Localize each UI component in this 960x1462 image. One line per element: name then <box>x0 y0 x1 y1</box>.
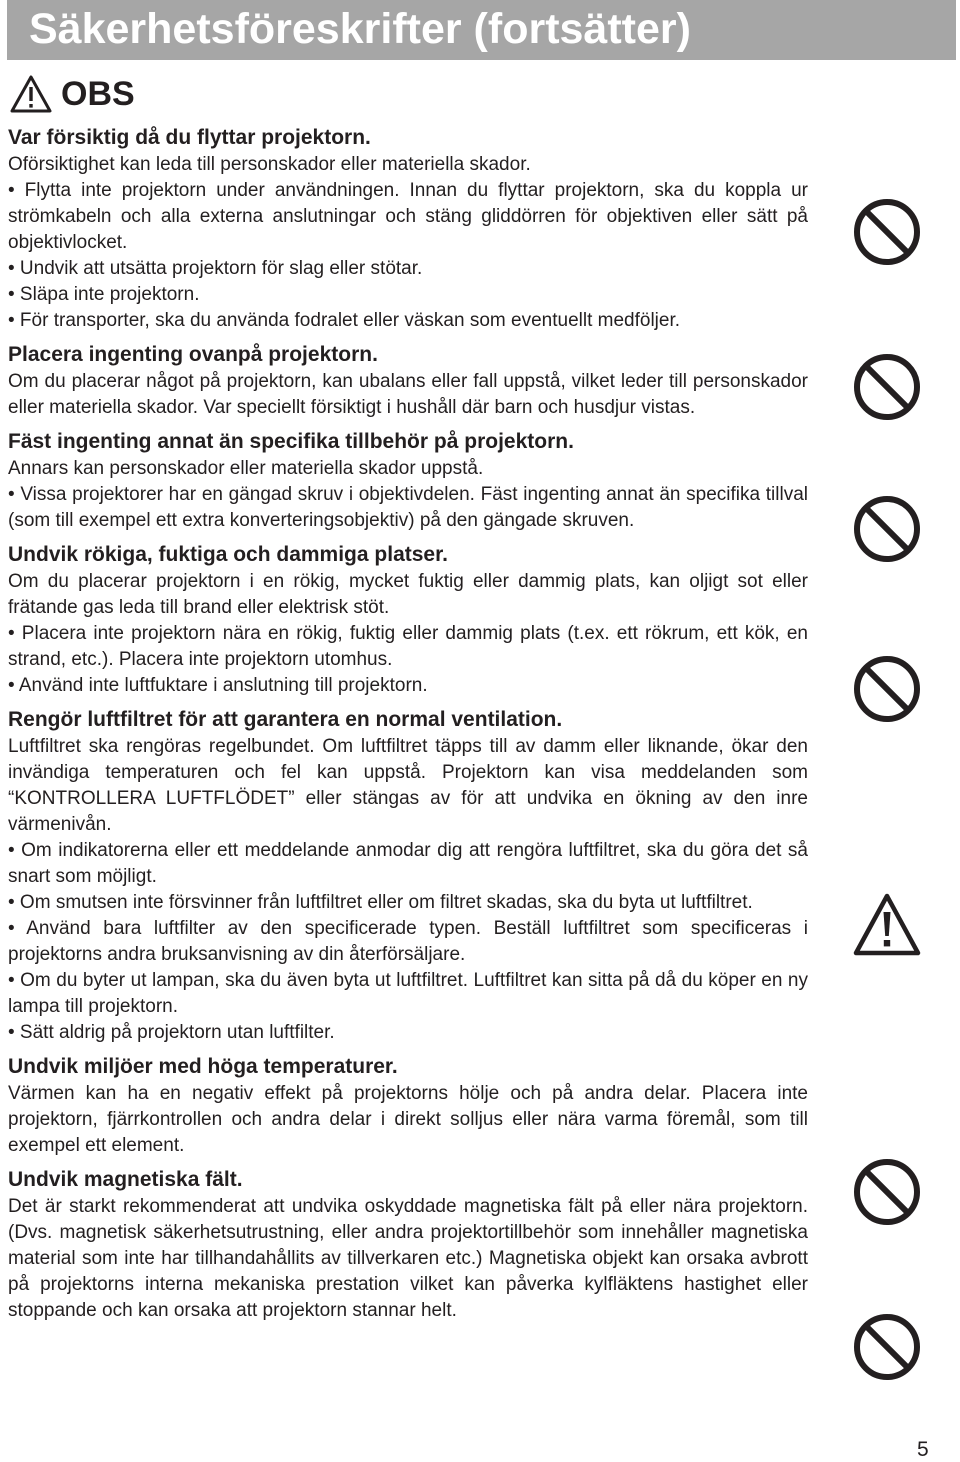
warning-triangle-icon <box>9 74 53 114</box>
bullet-item: • Flytta inte projektorn under användningen. Innan du flyttar projektorn, ska du koppla ur strömkabeln och alla externa anslutningar och stäng gliddörren för objektiven eller sätt på objektivlocket. <box>8 180 808 253</box>
prohibition-icon <box>852 352 922 422</box>
paragraph: Luftfiltret ska rengöras regelbundet. Om luftfiltret täpps till av damm eller liknande, ökar den invändiga temperaturen och fel kan uppstå. Projektorn kan visa meddelanden som “KONTROLLERA LUFTFLÖDET” eller stängas av för att undvika en ökning av den inre värmenivån. <box>8 736 808 835</box>
prohibition-icon <box>852 1157 922 1227</box>
section-heading: Placera ingenting ovanpå projektorn. <box>8 343 378 366</box>
bullet-item: • Om smutsen inte försvinner från luftfiltret eller om filtret skadas, ska du byta ut luftfiltret. <box>8 892 753 913</box>
bullet-item: • Om indikatorerna eller ett meddelande anmodar dig att rengöra luftfiltret, ska du göra det så snart som möjligt. <box>8 840 808 887</box>
section-heading: Var försiktig då du flyttar projektorn. <box>8 126 371 149</box>
paragraph: Om du placerar något på projektorn, kan ubalans eller fall uppstå, vilket leder till personskador eller materiella skador. Var speciellt försiktigt i hushåll där barn och husdjur vistas. <box>8 371 808 418</box>
bullet-item: • Använd inte luftfuktare i anslutning till projektorn. <box>8 675 428 696</box>
prohibition-icon <box>852 494 922 564</box>
title-bar <box>7 0 956 60</box>
section-air-filter <box>8 705 808 1046</box>
page-number: 5 <box>917 1438 929 1461</box>
section-heading: Undvik miljöer med höga temperaturer. <box>8 1055 398 1078</box>
section-moving <box>8 123 808 334</box>
notice-label: OBS <box>61 75 135 113</box>
page-title: Säkerhetsföreskrifter (fortsätter) <box>29 5 691 53</box>
section-heading: Fäst ingenting annat än specifika tillbehör på projektorn. <box>8 430 574 453</box>
section-heading: Undvik rökiga, fuktiga och dammiga platser. <box>8 543 448 566</box>
bullet-item: • Vissa projektorer har en gängad skruv i objektivdelen. Fäst ingenting annat än specifika tillval (som till exempel ett extra konverteringsobjektiv) på den gängade skruven. <box>8 484 808 531</box>
notice-header <box>9 72 135 116</box>
prohibition-icon <box>852 654 922 724</box>
bullet-item: • Sätt aldrig på projektorn utan luftfilter. <box>8 1022 335 1043</box>
section-heading: Rengör luftfiltret för att garantera en normal ventilation. <box>8 708 563 731</box>
bullet-item: • Om du byter ut lampan, ska du även byta ut luftfiltret. Luftfiltret kan sitta på då du köper en ny lampa till projektorn. <box>8 970 808 1017</box>
document-body <box>8 123 808 1324</box>
bullet-item: • Använd bara luftfilter av den specificerade typen. Beställ luftfiltret som specificeras i projektorns andra bruksanvisning av din återförsäljare. <box>8 918 808 965</box>
prohibition-icon <box>852 1312 922 1382</box>
bullet-item: • Undvik att utsätta projektorn för slag eller stötar. <box>8 258 423 279</box>
section-smoky-places <box>8 540 808 699</box>
prohibition-icon <box>852 197 922 267</box>
section-heading: Undvik magnetiska fält. <box>8 1168 243 1191</box>
paragraph: Oförsiktighet kan leda till personskador eller materiella skador. <box>8 154 531 175</box>
section-magnetic-fields <box>8 1165 808 1324</box>
section-high-temperature <box>8 1052 808 1159</box>
section-accessories <box>8 427 808 534</box>
paragraph: Om du placerar projektorn i en rökig, mycket fuktig eller dammig plats, kan oljigt sot eller frätande gas leda till brand eller elektrisk stöt. <box>8 571 808 618</box>
bullet-item: • För transporter, ska du använda fodralet eller väskan som eventuellt medföljer. <box>8 310 681 331</box>
bullet-item: • Placera inte projektorn nära en rökig, fuktig eller dammig plats (t.ex. ett rökrum, ett kök, en strand, etc.). Placera inte projektorn utomhus. <box>8 623 808 670</box>
bullet-item: • Släpa inte projektorn. <box>8 284 200 305</box>
warning-exclamation-icon <box>852 890 922 960</box>
paragraph: Det är starkt rekommenderat att undvika oskyddade magnetiska fält på eller nära projektorn. (Dvs. magnetisk säkerhetsutrustning, eller andra projektortillbehör som innehåller magnetiska material som inte har tillhandahållits av tillverkaren etc.) Magnetiska objekt kan orsaka avbrott på projektorns interna mekaniska prestation vilket kan påverka kylfläktens hastighet eller stoppande och kan orsaka att projektorn stannar helt. <box>8 1196 808 1321</box>
paragraph: Annars kan personskador eller materiella skador uppstå. <box>8 458 484 479</box>
paragraph: Värmen kan ha en negativ effekt på projektorns hölje och på andra delar. Placera inte projektorn, fjärrkontrollen och andra delar i direkt solljus eller nära varma föremål, som till exempel ett element. <box>8 1083 808 1156</box>
section-nothing-on-top <box>8 340 808 421</box>
